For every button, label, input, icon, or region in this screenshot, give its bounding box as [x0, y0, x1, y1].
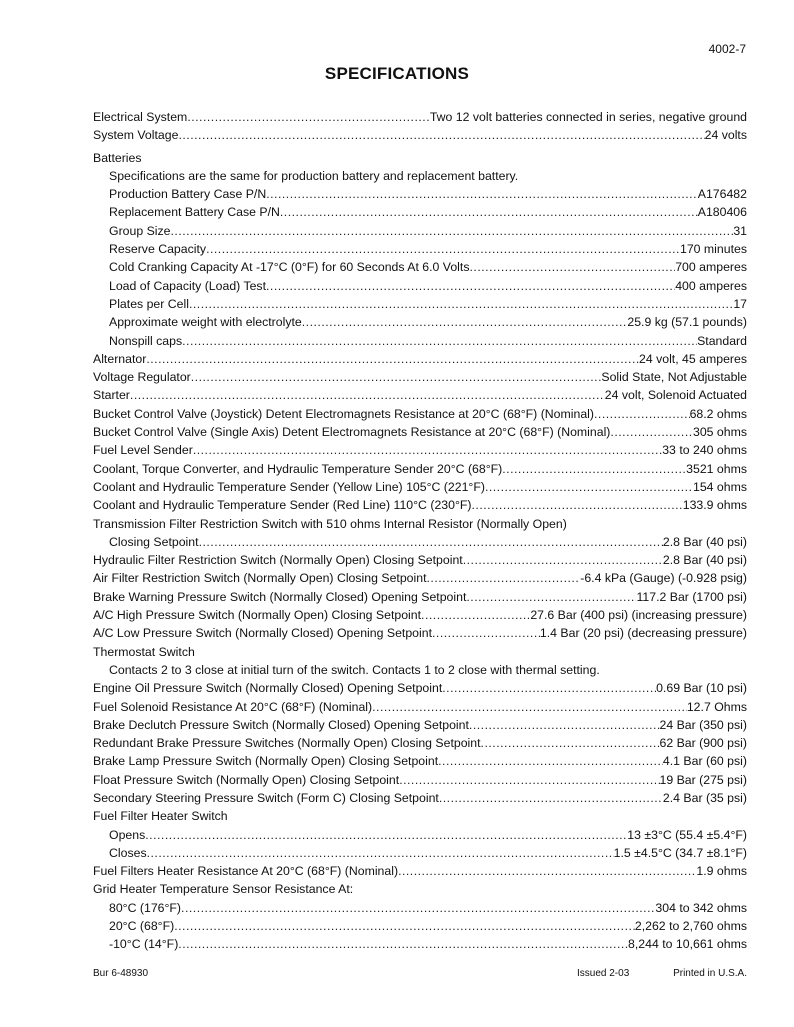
- spec-value: 27.6 Bar (400 psi) (increasing pressure): [530, 608, 747, 623]
- dot-leader: [178, 126, 704, 144]
- spec-row: [93, 478, 747, 496]
- spec-row: [93, 844, 747, 862]
- spec-value: 400 amperes: [675, 278, 747, 293]
- spec-label: Reserve Capacity: [109, 242, 207, 257]
- spec-row: [93, 880, 747, 898]
- spec-value: 24 volt, 45 amperes: [638, 351, 747, 366]
- spec-row: [93, 167, 747, 185]
- spec-label: Batteries: [93, 150, 142, 165]
- spec-value: Solid State, Not Adjustable: [601, 370, 747, 385]
- spec-row: [93, 423, 747, 441]
- spec-row: [93, 203, 747, 221]
- spec-label: Load of Capacity (Load) Test: [109, 278, 266, 293]
- spec-label: Nonspill caps: [109, 333, 183, 348]
- spec-label: Closes: [109, 845, 147, 860]
- dot-leader: [372, 698, 687, 716]
- spec-label: System Voltage: [93, 128, 179, 143]
- spec-row: [93, 588, 747, 606]
- spec-label: Alternator: [93, 351, 147, 366]
- spec-row: [93, 624, 747, 642]
- spec-row: [93, 679, 747, 697]
- spec-label: A/C Low Pressure Switch (Normally Closed) Opening Setpoint: [93, 626, 432, 641]
- spec-label: Engine Oil Pressure Switch (Normally Closed) Opening Setpoint: [93, 681, 443, 696]
- dot-leader: [485, 478, 693, 496]
- spec-row: [93, 917, 747, 935]
- spec-label: Brake Lamp Pressure Switch (Normally Open) Closing Setpoint: [93, 754, 439, 769]
- dot-leader: [178, 935, 628, 953]
- dot-leader: [187, 108, 430, 126]
- spec-label: Fuel Filters Heater Resistance At 20°C (68°F) (Nominal): [93, 864, 399, 879]
- spec-label: 20°C (68°F): [109, 919, 175, 934]
- spec-row: [93, 643, 747, 661]
- spec-label: Thermostat Switch: [93, 644, 195, 659]
- spec-label: Group Size: [109, 223, 171, 238]
- spec-label: Secondary Steering Pressure Switch (Form C) Closing Setpoint: [93, 790, 439, 805]
- spec-label: Hydraulic Filter Restriction Switch (Normally Open) Closing Setpoint: [93, 553, 463, 568]
- spec-value: 305 ohms: [692, 425, 747, 440]
- spec-row: [93, 862, 747, 880]
- spec-label: Fuel Filter Heater Switch: [93, 809, 228, 824]
- spec-label: -10°C (14°F): [109, 937, 179, 952]
- dot-leader: [171, 222, 734, 240]
- spec-row: [93, 460, 747, 478]
- dot-leader: [130, 386, 605, 404]
- spec-row: [93, 935, 747, 953]
- spec-row: [93, 661, 747, 679]
- spec-value: 170 minutes: [680, 242, 747, 257]
- dot-leader: [147, 844, 614, 862]
- dot-leader: [189, 295, 733, 313]
- spec-row: [93, 149, 747, 167]
- spec-row: [93, 295, 747, 313]
- spec-row: [93, 332, 747, 350]
- dot-leader: [463, 551, 663, 569]
- spec-row: [93, 826, 747, 844]
- spec-label: Brake Warning Pressure Switch (Normally Closed) Opening Setpoint: [93, 589, 467, 604]
- spec-row: [93, 108, 747, 126]
- spec-value: 12.7 Ohms: [686, 699, 747, 714]
- dot-leader: [191, 368, 602, 386]
- spec-row: [93, 752, 747, 770]
- spec-value: 24 volts: [704, 128, 747, 143]
- spec-row: [93, 185, 747, 203]
- spec-label: Coolant and Hydraulic Temperature Sender (Yellow Line) 105°C (221°F): [93, 479, 485, 494]
- spec-value: 304 to 342 ohms: [655, 900, 747, 915]
- spec-value: 24 volt, Solenoid Actuated: [604, 388, 747, 403]
- spec-value: 3521 ohms: [686, 461, 747, 476]
- spec-label: A/C High Pressure Switch (Normally Open) Closing Setpoint: [93, 608, 422, 623]
- dot-leader: [181, 899, 655, 917]
- spec-row: [93, 240, 747, 258]
- spec-value: 2.4 Bar (35 psi): [662, 790, 747, 805]
- spec-value: 2.8 Bar (40 psi): [662, 534, 747, 549]
- dot-leader: [481, 734, 660, 752]
- spec-row: [93, 771, 747, 789]
- spec-label: Coolant and Hydraulic Temperature Sender (Red Line) 110°C (230°F): [93, 498, 472, 513]
- spec-value: 700 amperes: [675, 260, 747, 275]
- dot-leader: [199, 533, 663, 551]
- spec-value: 0.69 Bar (10 psi): [656, 681, 747, 696]
- spec-value: 25.9 kg (57.1 pounds): [627, 315, 747, 330]
- spec-label: Bucket Control Valve (Single Axis) Detent Electromagnets Resistance at 20°C (68°F) (Nominal): [93, 425, 611, 440]
- spec-value: 17: [733, 296, 747, 311]
- dot-leader: [442, 679, 656, 697]
- spec-value: 2,262 to 2,760 ohms: [634, 919, 747, 934]
- spec-label: Float Pressure Switch (Normally Open) Closing Setpoint: [93, 772, 400, 787]
- spec-label: Bucket Control Valve (Joystick) Detent Electromagnets Resistance at 20°C (68°F) (Nominal): [93, 406, 594, 421]
- spec-value: 8,244 to 10,661 ohms: [628, 937, 747, 952]
- dot-leader: [421, 606, 530, 624]
- spec-label: Coolant, Torque Converter, and Hydraulic Temperature Sender 20°C (68°F): [93, 461, 503, 476]
- dot-leader: [398, 862, 696, 880]
- dot-leader: [471, 496, 682, 514]
- dot-leader: [193, 441, 662, 459]
- dot-leader: [266, 185, 698, 203]
- spec-label: Fuel Level Sender: [93, 443, 193, 458]
- spec-label: Brake Declutch Pressure Switch (Normally Closed) Opening Setpoint: [93, 717, 469, 732]
- spec-row: [93, 533, 747, 551]
- spec-label: Fuel Solenoid Resistance At 20°C (68°F) (Nominal): [93, 699, 373, 714]
- footer-printed: Printed in U.S.A.: [673, 968, 747, 979]
- spec-row: [93, 515, 747, 533]
- spec-row: [93, 313, 747, 331]
- spec-value: 154 ohms: [692, 479, 747, 494]
- spec-value: 13 ±3°C (55.4 ±5.4°F): [627, 827, 747, 842]
- spec-value: 19 Bar (275 psi): [659, 772, 747, 787]
- spec-value: 24 Bar (350 psi): [659, 717, 747, 732]
- dot-leader: [280, 203, 698, 221]
- spec-row: [93, 606, 747, 624]
- spec-row: [93, 441, 747, 459]
- dot-leader: [206, 240, 680, 258]
- spec-label: Transmission Filter Restriction Switch with 510 ohms Internal Resistor (Normally Open): [93, 516, 567, 531]
- spec-label: Contacts 2 to 3 close at initial turn of the switch. Contacts 1 to 2 close with thermal setting.: [109, 662, 600, 677]
- spec-row: [93, 716, 747, 734]
- spec-label: Cold Cranking Capacity At -17°C (0°F) for 60 Seconds At 6.0 Volts: [109, 260, 470, 275]
- dot-leader: [502, 460, 686, 478]
- spec-label: Closing Setpoint: [109, 534, 199, 549]
- spec-row: [93, 405, 747, 423]
- spec-value: 4.1 Bar (60 psi): [662, 754, 747, 769]
- spec-value: A180406: [697, 205, 747, 220]
- footer-doc-id: Bur 6-48930: [93, 968, 149, 979]
- spec-value: 1.9 ohms: [696, 864, 747, 879]
- spec-label: Voltage Regulator: [93, 370, 191, 385]
- page-number: 4002-7: [708, 42, 746, 56]
- spec-label: Specifications are the same for production battery and replacement battery.: [109, 168, 519, 183]
- spec-row: [93, 789, 747, 807]
- spec-row: [93, 807, 747, 825]
- spec-row: [93, 277, 747, 295]
- dot-leader: [432, 624, 540, 642]
- dot-leader: [302, 313, 628, 331]
- spec-label: Plates per Cell: [109, 296, 189, 311]
- spec-label: Electrical System: [93, 110, 188, 124]
- spec-value: 1.4 Bar (20 psi) (decreasing pressure): [539, 626, 747, 641]
- spec-value: 31: [733, 223, 747, 238]
- spec-value: Two 12 volt batteries connected in series, negative ground: [429, 110, 747, 124]
- spec-label: Air Filter Restriction Switch (Normally Open) Closing Setpoint: [93, 571, 427, 586]
- spec-value: 2.8 Bar (40 psi): [662, 553, 747, 568]
- dot-leader: [466, 588, 636, 606]
- spec-row: [93, 569, 747, 587]
- spec-value: 33 to 240 ohms: [662, 443, 747, 458]
- spec-value: Standard: [697, 333, 747, 348]
- dot-leader: [594, 405, 690, 423]
- spec-row: [93, 222, 747, 240]
- spec-value: 117.2 Bar (1700 psi): [636, 589, 747, 604]
- dot-leader: [469, 716, 660, 734]
- spec-label: Approximate weight with electrolyte: [109, 315, 302, 330]
- specifications-list: [93, 108, 747, 954]
- spec-row: [93, 258, 747, 276]
- dot-leader: [266, 277, 675, 295]
- dot-leader: [439, 789, 663, 807]
- spec-value: 62 Bar (900 psi): [659, 736, 747, 751]
- spec-label: Grid Heater Temperature Sensor Resistance At:: [93, 882, 354, 897]
- spec-row: [93, 698, 747, 716]
- footer-issued: Issued 2-03: [577, 968, 630, 979]
- spec-label: 80°C (176°F): [109, 900, 182, 915]
- spec-row: [93, 126, 747, 144]
- dot-leader: [610, 423, 693, 441]
- dot-leader: [427, 569, 581, 587]
- spec-row: [93, 551, 747, 569]
- dot-leader: [469, 258, 675, 276]
- spec-label: Starter: [93, 388, 130, 403]
- spec-label: Replacement Battery Case P/N: [109, 205, 280, 220]
- page-title: SPECIFICATIONS: [324, 64, 470, 83]
- spec-value: 133.9 ohms: [682, 498, 747, 513]
- dot-leader: [174, 917, 635, 935]
- spec-label: Opens: [109, 827, 146, 842]
- spec-value: -6.4 kPa (Gauge) (-0.928 psig): [580, 571, 747, 586]
- spec-value: A176482: [697, 187, 747, 202]
- spec-value: 1.5 ±4.5°C (34.7 ±8.1°F): [613, 845, 747, 860]
- spec-row: [93, 368, 747, 386]
- dot-leader: [182, 332, 697, 350]
- spec-label: Redundant Brake Pressure Switches (Normally Open) Closing Setpoint: [93, 736, 481, 751]
- spec-row: [93, 386, 747, 404]
- dot-leader: [399, 771, 659, 789]
- spec-row: [93, 899, 747, 917]
- spec-row: [93, 350, 747, 368]
- spec-label: Production Battery Case P/N: [109, 187, 267, 202]
- dot-leader: [438, 752, 663, 770]
- dot-leader: [146, 350, 639, 368]
- spec-value: 68.2 ohms: [689, 406, 747, 421]
- spec-row: [93, 734, 747, 752]
- spec-row: [93, 496, 747, 514]
- dot-leader: [145, 826, 627, 844]
